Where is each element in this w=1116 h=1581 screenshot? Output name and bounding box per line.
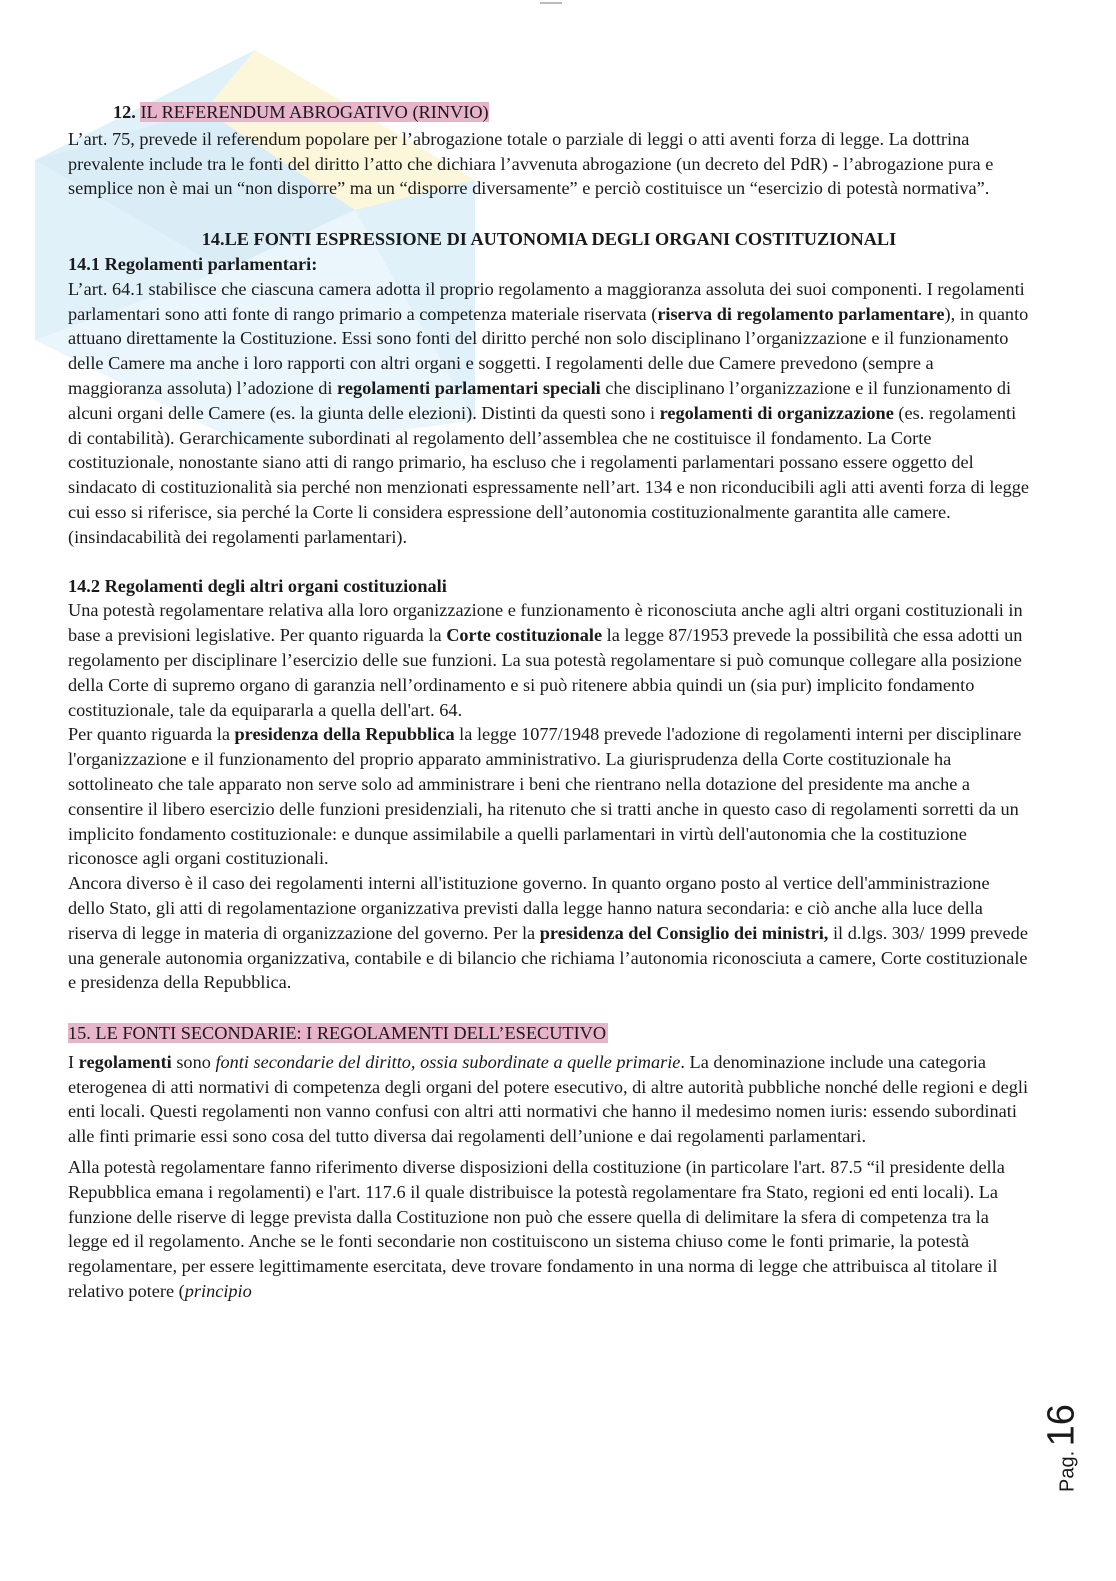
- bold-term: regolamenti parlamentari speciali: [337, 377, 601, 398]
- section-14-1-paragraph: [68, 277, 1030, 550]
- section-14-2-paragraph-3: [68, 871, 1030, 995]
- section-12-paragraph: L’art. 75, prevede il referendum popolare per l’abrogazione totale o parziale di leggi o atti aventi forza di legge. La dottrina prevalente include tra le fonti del diritto l’atto che dichiara l’avvenuta abrogazione (un decreto del PdR) - l’abrogazione pura e semplice non è mai un “non disporre” ma un “disporre diversamente” e perciò costituisce un “esercizio di potestà normativa”.: [68, 128, 994, 199]
- section-15-title: 15. LE FONTI SECONDARIE: I REGOLAMENTI DELL’ESECUTIVO: [68, 1023, 607, 1044]
- section-12-heading: [113, 100, 1030, 125]
- page-label: Pag.: [1056, 1450, 1079, 1492]
- spacer: [68, 550, 1030, 574]
- text-run: Una potestà regolamentare relativa alla loro organizzazione e funzionamento è riconosciuta anche agli altri organi costituzionali in base a previsioni legislative. Per quanto riguarda la: [68, 600, 1023, 646]
- top-mark: [540, 2, 562, 4]
- section-12-number: 12.: [113, 102, 136, 122]
- italic-term: fonti secondarie del diritto, ossia subordinate a quelle primarie: [215, 1051, 681, 1072]
- bold-term: regolamenti di organizzazione: [659, 402, 894, 423]
- bold-term: riserva di regolamento parlamentare: [657, 303, 945, 324]
- page-number-rotated: [1041, 1404, 1084, 1492]
- text-run: sono: [171, 1051, 216, 1072]
- section-15-paragraph-1: [68, 1050, 1030, 1149]
- section-14-heading: 14.LE FONTI ESPRESSIONE DI AUTONOMIA DEGLI ORGANI COSTITUZIONALI: [201, 229, 897, 250]
- text-run: la legge 1077/1948 prevede l'adozione di regolamenti interni per disciplinare l'organizzazione e il funzionamento del proprio apparato amministrativo. La giurisprudenza della Corte costituzionale ha sottolineato che tale apparato non serve solo ad amministrare i beni che rientrano nella dotazione del presidente ma anche a consentire il libero esercizio delle funzioni presidenziali, ha ritenuto che si tratti anche in questo caso di regolamenti sorretti da un implicito fondamento costituzionale: e dunque assimilabile a quelli parlamentari in virtù dell'autonomia che la costituzione riconosce agli organi costituzionali.: [68, 724, 1022, 869]
- italic-term: principio: [184, 1281, 252, 1302]
- document-body: [68, 100, 1030, 1304]
- bold-term: regolamenti: [78, 1051, 172, 1072]
- text-run: I: [68, 1051, 79, 1072]
- bold-term: Corte costituzionale: [446, 625, 603, 646]
- section-14-1-heading: 14.1 Regolamenti parlamentari:: [68, 253, 318, 274]
- section-15-paragraph-2: [68, 1155, 1030, 1304]
- page-number-box: [1040, 1400, 1084, 1495]
- text-run: L’art. 64.1 stabilisce che ciascuna camera adotta il proprio regolamento a maggioranza assoluta dei suoi componenti. I regolamenti parlamentari sono atti fonte di rango primario a competenza materiale riservata (: [68, 278, 1025, 324]
- section-14-2-paragraph-1: [68, 598, 1030, 722]
- section-15-heading: [68, 1021, 1030, 1046]
- text-run: la legge 87/1953 prevede la possibilità che essa adotti un regolamento per disciplinare l’esercizio delle sue funzioni. La sua potestà regolamentare si può comunque collegare alla posizione della Corte di supremo organo di garanzia nell’ordinamento e si può ritenere abbia quindi un (sia pur) implicito fondamento costituzionale, tale da equipararla a quella dell'art. 64.: [68, 625, 1023, 720]
- page-number: 16: [1040, 1403, 1083, 1446]
- text-run: ), in quanto attuano direttamente la Costituzione. Essi sono fonti del diritto perché non solo disciplinano l’organizzazione e il funzionamento delle Camere ma anche i loro rapporti con altri organi e soggetti. I regolamenti delle due Camere prevedono (sempre a maggioranza assoluta) l’adozione di: [68, 303, 1029, 398]
- text-run: Alla potestà regolamentare fanno riferimento diverse disposizioni della costituzione (in particolare l'art. 87.5 “il presidente della Repubblica emana i regolamenti) e l'art. 117.6 il quale distribuisce la potestà regolamentare fra Stato, regioni ed enti locali). La funzione delle riserve di legge prevista dalla Costituzione non può che essere quella di delimitare la sfera di competenza tra la legge ed il regolamento. Anche se le fonti secondarie non costituiscono un sistema chiuso come le fonti primarie, la potestà regolamentare, per essere legittimamente esercitata, deve trovare fondamento in una norma di legge che attribuisca al titolare il relativo potere (: [68, 1157, 1005, 1302]
- section-12-title: IL REFERENDUM ABROGATIVO (RINVIO): [140, 102, 489, 122]
- text-run: che disciplinano l’organizzazione e il funzionamento di alcuni organi delle Camere (es. la giunta delle elezioni). Distinti da questi sono i: [68, 377, 1012, 423]
- section-14-2-heading: 14.2 Regolamenti degli altri organi costituzionali: [68, 575, 447, 596]
- text-run: . La denominazione include una categoria eterogenea di atti normativi di competenza degli organi del potere esecutivo, di altre autorità pubbliche nonché delle regioni e degli enti locali. Questi regolamenti non vanno confusi con altri atti normativi che hanno il medesimo nomen iuris: essendo subordinati alle finti primarie essi sono cosa del tutto diversa dai regolamenti dell’unione e dai regolamenti parlamentari.: [68, 1051, 1029, 1147]
- section-14-2-paragraph-2: [68, 722, 1030, 871]
- text-run: (es. regolamenti di contabilità). Gerarchicamente subordinati al regolamento dell’assemblea che ne costituisce il fondamento. La Corte costituzionale, nonostante siano atti di rango primario, ha escluso che i regolamenti parlamentari possano essere oggetto del sindacato di costituzionalità sia perché non menzionati espressamente nell’art. 134 e non riconducibili agli atti aventi forza di legge cui esso si riferisce, sia perché la Corte li considera espressione dell’autonomia costituzionalmente garantita alle camere. (insindacabilità dei regolamenti parlamentari).: [68, 402, 1029, 547]
- bold-term: presidenza della Repubblica: [234, 724, 455, 745]
- text-run: il d.lgs. 303/ 1999 prevede una generale autonomia organizzativa, contabile e di bilancio che richiama l’autonomia riconosciuta a camere, Corte costituzionale e presidenza della Repubblica.: [68, 922, 1028, 993]
- bold-term: presidenza del Consiglio dei ministri,: [539, 922, 829, 943]
- text-run: Ancora diverso è il caso dei regolamenti interni all'istituzione governo. In quanto organo posto al vertice dell'amministrazione dello Stato, gli atti di regolamentazione organizzativa previsti dalla legge hanno natura secondaria: e ciò anche alla luce della riserva di legge in materia di organizzazione del governo. Per la: [68, 873, 990, 943]
- text-run: Per quanto riguarda la: [68, 724, 235, 745]
